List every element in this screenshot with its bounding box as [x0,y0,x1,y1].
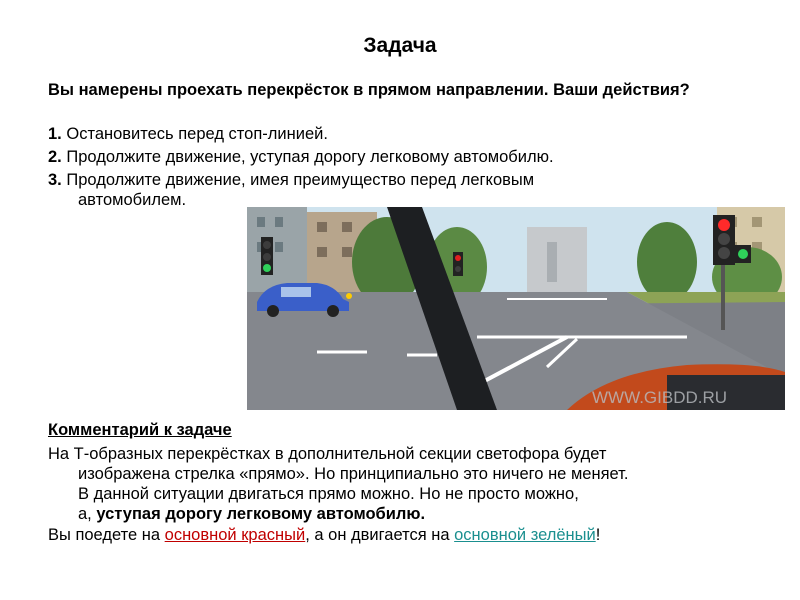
option-2 [48,147,748,167]
option-3 [48,170,748,210]
comment-line: изображена стрелка «прямо». Но принципиально это ничего не меняет. [78,465,629,483]
option-1 [48,124,748,144]
comment-line: В данной ситуации двигаться прямо можно. Но не просто можно, [78,485,579,503]
option-text: Продолжите движение, имея преимущество перед легковым [66,171,535,189]
final-statement [48,525,768,545]
intersection-scene-svg [247,207,785,410]
page-title: Задача [363,34,437,57]
main-red-link[interactable]: основной красный [164,526,306,544]
comment-prefix: а, [78,505,97,523]
option-number: 1. [48,125,62,143]
final-prefix: Вы поедете на [48,526,165,544]
option-text: Продолжите движение, уступая дорогу легковому автомобилю. [66,148,554,166]
comment-body [48,444,768,524]
option-text-continued: автомобилем. [78,191,187,209]
option-text: Остановитесь перед стоп-линией. [66,125,328,143]
comment-line [48,504,768,524]
main-green-link[interactable]: основной зелёный [454,526,596,544]
option-number: 3. [48,171,62,189]
question-text: Вы намерены проехать перекрёсток в прямом направлении. Ваши действия? [48,81,690,99]
comment-line: На Т-образных перекрёстках в дополнительной секции светофора будет [48,445,607,463]
final-middle: , а он двигается на [305,526,455,544]
watermark: WWW.GIBDD.RU [592,388,728,407]
comment-emphasis: уступая дорогу легковому автомобилю. [96,505,426,523]
comment-heading: Комментарий к задаче [48,421,232,439]
intersection-image [247,207,785,410]
option-number: 2. [48,148,62,166]
final-suffix: ! [595,526,601,544]
